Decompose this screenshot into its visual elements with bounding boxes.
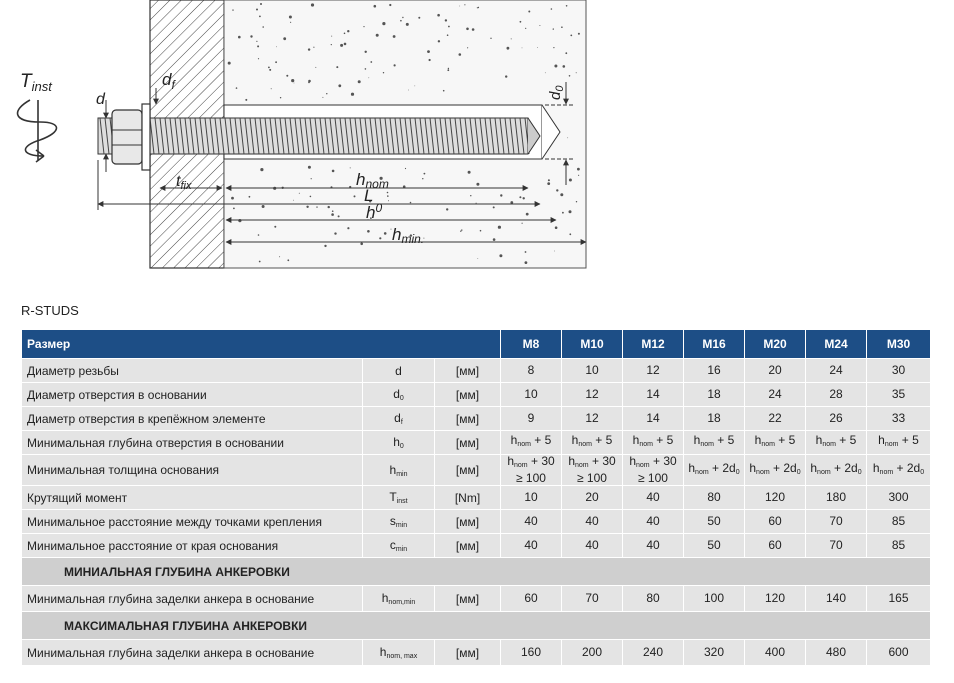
param-value: $h_{nom} + 5$ <box>867 431 931 455</box>
param-value: 18 <box>684 383 745 407</box>
param-name: Диаметр отверстия в крепёжном элементе <box>22 407 363 431</box>
param-name: Диаметр отверстия в основании <box>22 383 363 407</box>
param-name: Минимальная глубина заделки анкера в основание <box>22 640 363 666</box>
param-value: 140 <box>806 586 867 612</box>
param-value: $h_{nom} + 30$ ≥ 100 <box>501 455 562 486</box>
param-value: 16 <box>684 359 745 383</box>
header-size: M24 <box>806 330 867 359</box>
param-value: 12 <box>562 407 623 431</box>
param-value: 40 <box>501 534 562 558</box>
param-value: 50 <box>684 534 745 558</box>
param-unit: [мм] <box>435 407 501 431</box>
param-symbol: $h_{nom, max}$ <box>363 640 435 666</box>
param-value: 80 <box>623 586 684 612</box>
table-row <box>22 431 931 455</box>
param-value: 24 <box>745 383 806 407</box>
param-value: 8 <box>501 359 562 383</box>
param-name: Минимальное расстояние между точками крепления <box>22 510 363 534</box>
header-size-label: Размер <box>22 330 501 359</box>
table-row <box>22 455 931 486</box>
param-value: $h_{nom} + 5$ <box>745 431 806 455</box>
param-value: 40 <box>623 486 684 510</box>
param-value: $h_{nom} + 2d_0$ <box>806 455 867 486</box>
param-value: 40 <box>501 510 562 534</box>
param-name: Минимальная глубина заделки анкера в основание <box>22 586 363 612</box>
svg-text:hnom: hnom <box>356 170 389 191</box>
param-unit: [мм] <box>435 534 501 558</box>
param-value: 320 <box>684 640 745 666</box>
param-value: 10 <box>501 486 562 510</box>
param-value: 70 <box>562 586 623 612</box>
specification-table <box>21 329 931 666</box>
param-value: 85 <box>867 510 931 534</box>
section-title: МАКСИМАЛЬНАЯ ГЛУБИНА АНКЕРОВКИ <box>22 612 931 640</box>
header-size: M20 <box>745 330 806 359</box>
param-value: 20 <box>562 486 623 510</box>
param-unit: [мм] <box>435 586 501 612</box>
param-value: 24 <box>806 359 867 383</box>
param-symbol: $s_{min}$ <box>363 510 435 534</box>
param-value: $h_{nom} + 5$ <box>684 431 745 455</box>
header-size: M30 <box>867 330 931 359</box>
param-value: 70 <box>806 534 867 558</box>
param-value: 480 <box>806 640 867 666</box>
param-value: 10 <box>562 359 623 383</box>
param-value: 180 <box>806 486 867 510</box>
param-value: 22 <box>745 407 806 431</box>
param-value: 10 <box>501 383 562 407</box>
hex-nut <box>112 110 142 164</box>
param-value: $h_{nom} + 30$ ≥ 100 <box>623 455 684 486</box>
table-row <box>22 534 931 558</box>
param-symbol: $d_0$ <box>363 383 435 407</box>
param-unit: [мм] <box>435 359 501 383</box>
svg-text:df: $d_f$ <box>162 70 175 92</box>
torque-rotation-icon <box>18 100 57 162</box>
param-value: 120 <box>745 486 806 510</box>
product-caption: R-STUDS <box>21 303 79 318</box>
param-value: 26 <box>806 407 867 431</box>
param-value: 40 <box>562 534 623 558</box>
param-value: 30 <box>867 359 931 383</box>
label-tinst: $T_{inst}$ <box>20 71 52 94</box>
section-title: МИНИАЛЬНАЯ ГЛУБИНА АНКЕРОВКИ <box>22 558 931 586</box>
threaded-rod <box>98 118 540 154</box>
param-value: 200 <box>562 640 623 666</box>
param-unit: [мм] <box>435 640 501 666</box>
param-value: 20 <box>745 359 806 383</box>
header-size: M12 <box>623 330 684 359</box>
param-symbol: $h_{min}$ <box>363 455 435 486</box>
param-symbol: $h_{nom,min}$ <box>363 586 435 612</box>
section-min-anchorage <box>22 558 931 586</box>
anchor-installation-diagram <box>0 0 954 290</box>
table-header-row <box>22 330 931 359</box>
param-value: 60 <box>745 510 806 534</box>
param-value: 28 <box>806 383 867 407</box>
param-value: 60 <box>745 534 806 558</box>
param-value: 14 <box>623 383 684 407</box>
param-name: Минимальная толщина основания <box>22 455 363 486</box>
svg-text:d0: $d_0$ <box>547 85 566 100</box>
param-value: $h_{nom} + 30$ ≥ 100 <box>562 455 623 486</box>
table-row <box>22 486 931 510</box>
param-value: 35 <box>867 383 931 407</box>
washer <box>142 104 150 170</box>
param-value: 50 <box>684 510 745 534</box>
param-unit: [мм] <box>435 510 501 534</box>
param-unit: [мм] <box>435 431 501 455</box>
param-value: 33 <box>867 407 931 431</box>
param-value: 120 <box>745 586 806 612</box>
param-value: $h_{nom} + 2d_0$ <box>745 455 806 486</box>
param-value: 300 <box>867 486 931 510</box>
param-value: 600 <box>867 640 931 666</box>
header-size: M8 <box>501 330 562 359</box>
table-row <box>22 407 931 431</box>
param-name: Диаметр резьбы <box>22 359 363 383</box>
param-value: 100 <box>684 586 745 612</box>
param-unit: [Nm] <box>435 486 501 510</box>
param-symbol: $T_{inst}$ <box>363 486 435 510</box>
param-name: Минимальная глубина отверстия в основании <box>22 431 363 455</box>
param-value: 40 <box>623 510 684 534</box>
param-value: $h_{nom} + 5$ <box>501 431 562 455</box>
param-value: 18 <box>684 407 745 431</box>
table-row <box>22 359 931 383</box>
param-value: 165 <box>867 586 931 612</box>
param-value: 240 <box>623 640 684 666</box>
svg-text:L: L <box>364 186 374 205</box>
param-value: 12 <box>623 359 684 383</box>
param-symbol: d <box>363 359 435 383</box>
table-row <box>22 510 931 534</box>
param-symbol: $c_{min}$ <box>363 534 435 558</box>
param-value: $h_{nom} + 2d_0$ <box>684 455 745 486</box>
table-row <box>22 586 931 612</box>
section-max-anchorage <box>22 612 931 640</box>
param-unit: [мм] <box>435 455 501 486</box>
param-value: 40 <box>562 510 623 534</box>
param-value: $h_{nom} + 5$ <box>806 431 867 455</box>
param-value: $h_{nom} + 5$ <box>623 431 684 455</box>
param-value: 160 <box>501 640 562 666</box>
param-symbol: $h_0$ <box>363 431 435 455</box>
svg-text:hmin.: hmin. <box>392 225 425 246</box>
header-size: M16 <box>684 330 745 359</box>
svg-text:h0: $h^0$ <box>366 201 383 222</box>
param-value: 60 <box>501 586 562 612</box>
param-value: 14 <box>623 407 684 431</box>
param-name: Минимальное расстояние от края основания <box>22 534 363 558</box>
param-value: 9 <box>501 407 562 431</box>
param-value: $h_{nom} + 2d_0$ <box>867 455 931 486</box>
param-symbol: $d_f$ <box>363 407 435 431</box>
param-value: $h_{nom} + 5$ <box>562 431 623 455</box>
header-size: M10 <box>562 330 623 359</box>
param-value: 12 <box>562 383 623 407</box>
svg-text:tfix: tfix <box>176 173 192 192</box>
param-value: 80 <box>684 486 745 510</box>
param-value: 70 <box>806 510 867 534</box>
table-row <box>22 640 931 666</box>
param-unit: [мм] <box>435 383 501 407</box>
table-row <box>22 383 931 407</box>
svg-text:d: d <box>96 91 105 108</box>
param-value: 85 <box>867 534 931 558</box>
param-value: 40 <box>623 534 684 558</box>
param-name: Крутящий момент <box>22 486 363 510</box>
param-value: 400 <box>745 640 806 666</box>
